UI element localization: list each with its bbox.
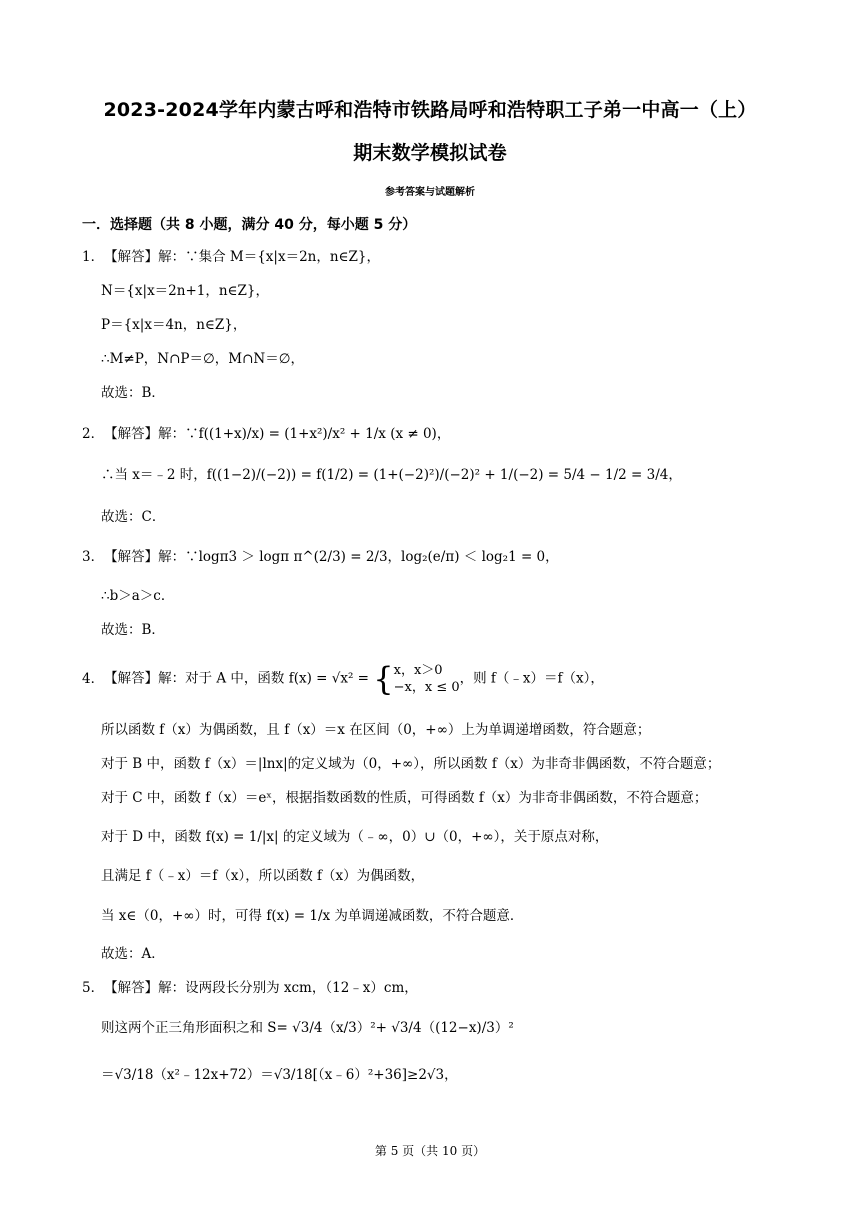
question-5-number: 5． — [82, 980, 105, 996]
question-3-answer: 故选：B． — [101, 622, 165, 638]
question-5-text: 【解答】解：设两段长分别为 xcm，（12﹣x）cm， — [104, 980, 418, 996]
question-3-line1 — [82, 549, 559, 565]
question-4-answer: 故选：A． — [101, 946, 165, 962]
document-title-line2: 期末数学模拟试卷 — [353, 142, 507, 164]
question-2-number: 2． — [82, 426, 105, 442]
question-2-line2: ∴当 x＝﹣2 时，f((1−2)/(−2)) = f(1/2) = (1+(−2)²)/(−2)² + 1/(−2) = 5/4 − 1/2 = 3/4， — [101, 467, 682, 483]
piecewise-cases — [394, 662, 460, 697]
question-2-line1 — [82, 426, 450, 442]
question-4-text-a: 【解答】解：对于 A 中，函数 f(x) = √x² = — [104, 670, 374, 687]
question-1-line3: P＝{x|x＝4n，n∈Z}， — [101, 317, 247, 333]
question-2-answer: 故选：C． — [101, 509, 166, 525]
question-4-line7: 当 x∈（0，+∞）时，可得 f(x) = 1/x 为单调递减函数，不符合题意． — [101, 908, 524, 924]
piecewise-case-2: −x，x ≤ 0 — [393, 680, 460, 696]
question-4-text-b: ，则 f（﹣x）＝f（x）， — [459, 670, 604, 687]
question-1-line2: N＝{x|x＝2n+1，n∈Z}， — [101, 283, 270, 299]
document-subtitle: 参考答案与试题解析 — [385, 187, 475, 198]
question-4-line1 — [82, 660, 604, 698]
question-4-line6: 且满足 f（﹣x）＝f（x），所以函数 f（x）为偶函数， — [101, 868, 425, 884]
question-1-line4: ∴M≠P，N∩P＝∅，M∩N＝∅， — [101, 351, 304, 367]
question-2-text: 【解答】解：∵f((1+x)/x) = (1+x²)/x² + 1/x (x ≠ 0)， — [104, 426, 451, 442]
question-1-number: 1． — [82, 249, 105, 265]
question-4-number: 4． — [82, 670, 105, 687]
piecewise-case-1: x，x＞0 — [393, 662, 443, 678]
question-5-line1 — [82, 980, 418, 996]
question-1-text: 【解答】解：∵集合 M＝{x|x＝2n，n∈Z}， — [104, 249, 381, 265]
question-1-line1 — [82, 249, 380, 265]
question-5-line3: ＝√3/18（x²﹣12x+72）＝√3/18[（x﹣6）²+36]≥2√3， — [101, 1067, 458, 1083]
piecewise-brace: { — [373, 660, 394, 698]
question-3-text: 【解答】解：∵logπ3 ＞ logπ π^(2/3) = 2/3，log₂(e/π) ＜ log₂1 = 0， — [104, 549, 559, 565]
section-heading: 一．选择题（共 8 小题，满分 40 分，每小题 5 分） — [82, 217, 417, 233]
question-3-line2: ∴b＞a＞c． — [101, 588, 175, 604]
document-title-line1: 2023-2024学年内蒙古呼和浩特市铁路局呼和浩特职工子弟一中高一（上） — [103, 99, 757, 121]
question-3-number: 3． — [82, 549, 105, 565]
question-4-line5: 对于 D 中，函数 f(x) = 1/|x| 的定义域为（﹣∞，0）∪（0，+∞），关于原点对称， — [101, 829, 609, 845]
question-4-line4: 对于 C 中，函数 f（x）＝eˣ，根据指数函数的性质，可得函数 f（x）为非奇非偶函数，不符合题意； — [101, 790, 708, 806]
question-4-line2: 所以函数 f（x）为偶函数，且 f（x）＝x 在区间（0，+∞）上为单调递增函数，符合题意； — [101, 722, 651, 738]
question-4-line3: 对于 B 中，函数 f（x）＝|lnx|的定义域为（0，+∞），所以函数 f（x）为非奇非偶函数，不符合题意； — [101, 756, 721, 772]
question-5-line2: 则这两个正三角形面积之和 S= √3/4（x/3）²+ √3/4（(12−x)/3）² — [101, 1020, 514, 1036]
question-1-answer: 故选：B． — [101, 385, 165, 401]
page-footer: 第 5 页（共 10 页） — [374, 1144, 486, 1158]
